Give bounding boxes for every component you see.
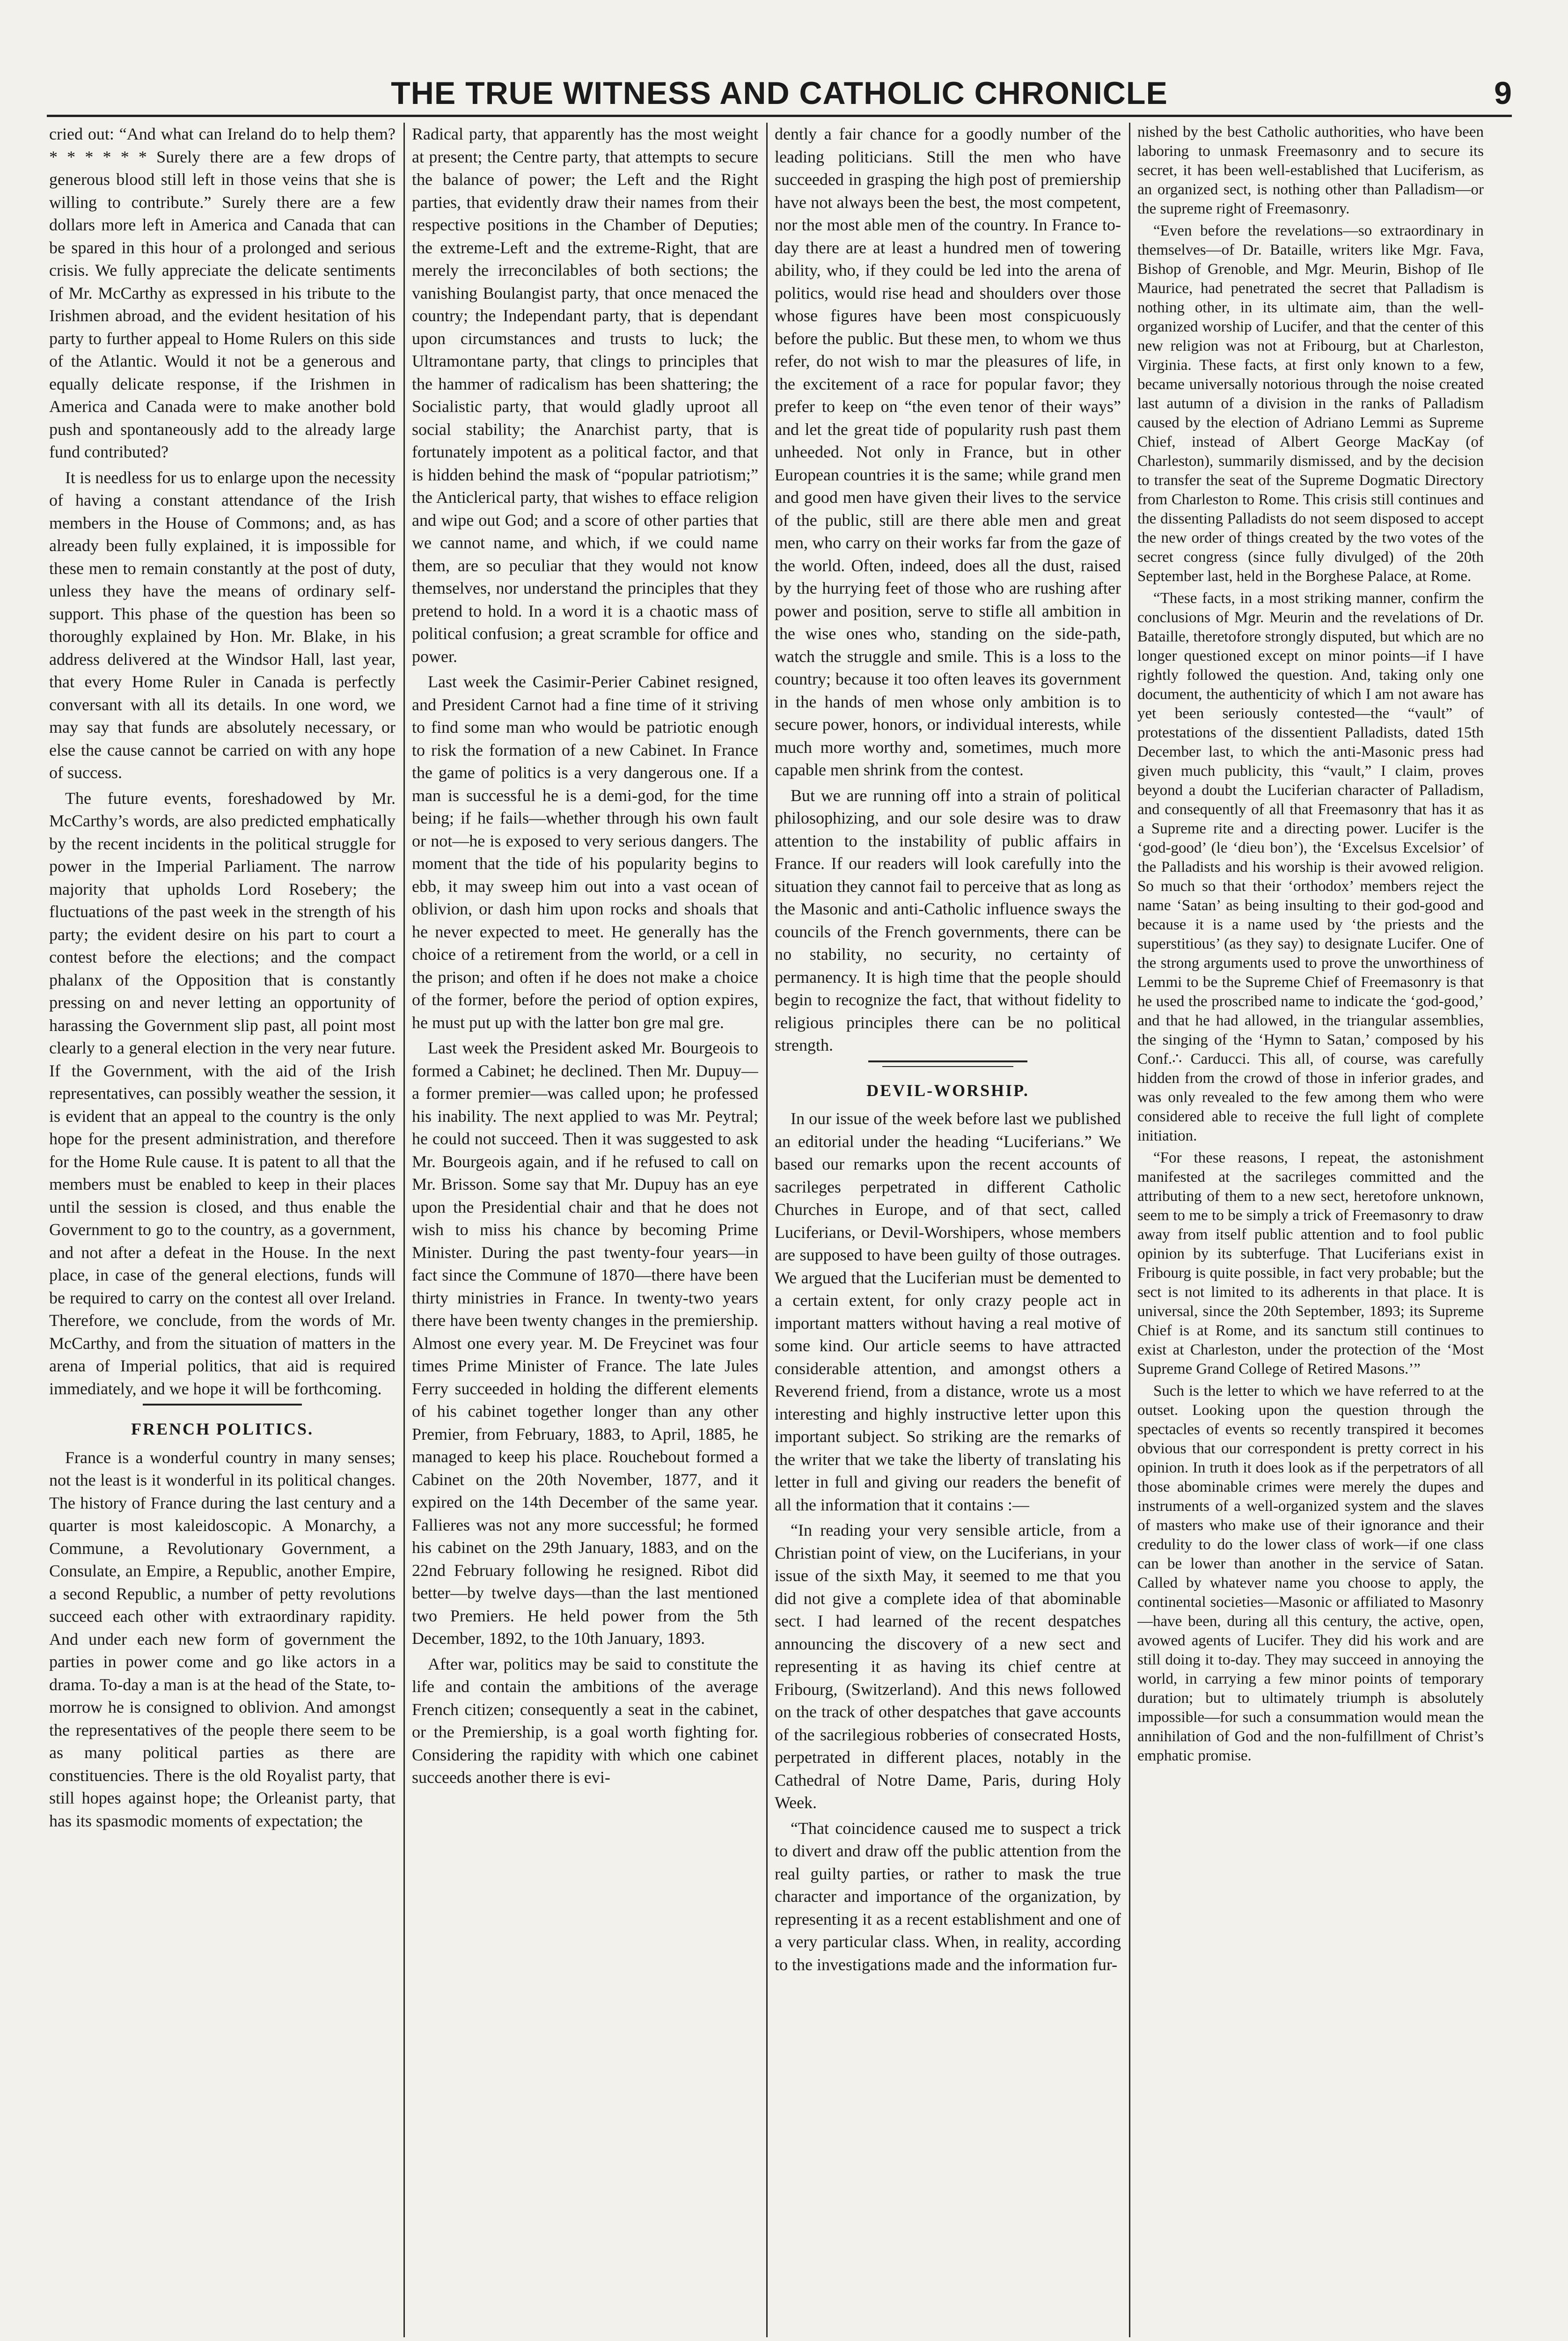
section-divider (143, 1404, 302, 1406)
col2-paragraph-3: Last week the President asked Mr. Bourgeois to formed a Cabinet; he declined. Then Mr. Dupuy—a former premier—was called upon; he professed his inability. The next applied to was Mr. Peytral; he could not succeed. Then it was suggested to ask Mr. Bourgeois again, and if he refused to call on Mr. Brisson. Some say that Mr. Dupuy has an eye upon the Presidential chair and that he does not wish to miss his chance by becoming Prime Minister. During the past twenty-four years—in fact since the Commune of 1870—there have been thirty ministries in France. In twenty-two years there have been twenty changes in the premiership. Almost one every year. M. De Freycinet was four times Prime Minister of France. The late Jules Ferry succeeded in holding the different elements of his cabinet together longer than any other Premier, from February, 1883, to April, 1885, he managed to keep his place. Rouchebout formed a Cabinet on the 20th November, 1877, and it expired on the 14th December of the same year. Fallieres was not any more successful; he formed his cabinet on the 29th January, 1883, and on the 22nd February following he resigned. Ribot did better—by twelve days—than the last mentioned two Premiers. He held power from the 5th December, 1892, to the 10th January, 1893. (412, 1038, 758, 1648)
col2-paragraph-1: Radical party, that apparently has the most weight at present; the Centre party, that attempts to secure the balance of power; the Left and the Right parties, that evidently draw their names from their respective positions in the Chamber of Deputies; the extreme-Left and the extreme-Right, that are merely the irreconcilables of both sections; the vanishing Boulangist party, that once menaced the country; the Independant party, that is dependant upon circumstances and trusts to luck; the Ultramontane party, that clings to principles that the hammer of radicalism has been shattering; the Socialistic party, that would gladly uproot all social stability; the Anarchist party, that is fortunately impotent as a political factor, and that is hidden behind the mask of “popular patriotism;” the Anticlerical party, that wishes to efface religion and wipe out God; and a score of other parties that we cannot name, and which, if we could name them, are so peculiar that they would not know themselves, nor understand the principles that they pretend to hold. In a word it is a chaotic mass of political confusion; a great scramble for office and power. (412, 125, 758, 666)
column-1 (49, 123, 396, 2337)
col1-paragraph-1: cried out: “And what can Ireland do to help them? * * * * * * Surely there are a few drops of generous blood still left in those veins that she is willing to contribute.” Surely there are a few dollars more left in America and Canada that can be spared in this hour of a prolonged and serious crisis. We fully appreciate the delicate sentiments of Mr. McCarthy as expressed in his tribute to the Irishmen abroad, and the evident hesitation of his party to further appeal to Home Rulers on this side of the Atlantic. Would it not be a generous and equally delicate response, if the Irishmen in America and Canada were to make another bold push and spontaneously add to the already large fund contributed? (49, 125, 396, 461)
col1-paragraph-4: France is a wonderful country in many senses; not the least is it wonderful in its political changes. The history of France during the last century and a quarter is most kaleidoscopic. A Monarchy, a Commune, a Revolutionary Government, a Consulate, an Empire, a Republic, another Empire, a second Republic, a number of petty revolutions succeed each other with extraordinary rapidity. And under each new form of government the parties in power come and go like actors in a drama. To-day a man is at the head of the State, to-morrow he is consigned to oblivion. And amongst the representatives of the people there seem to be as many political parties as there are constituencies. There is the old Royalist party, that still hopes against hope; the Orleanist party, that has its spasmodic moments of expectation; the (49, 1448, 396, 1830)
column-2 (412, 123, 758, 2337)
col1-paragraph-2: It is needless for us to enlarge upon the necessity of having a constant attendance of the Irish members in the House of Commons; and, as has already been fully explained, it is impossible for these men to remain constantly at the post of duty, unless they have the means of ordinary self-support. This phase of the question has been so thoroughly explained by Hon. Mr. Blake, in his address delivered at the Windsor Hall, last year, that every Home Ruler in Canada is perfectly conversant with all its details. In one word, we may say that funds are absolutely necessary, or else the cause cannot be carried on with any hope of success. (49, 468, 396, 782)
masthead-rule (47, 115, 1512, 117)
col4-paragraph-3: “These facts, in a most striking manner, confirm the conclusions of Mgr. Meurin and the revelations of Dr. Bataille, theretofore strongly disputed, but which are no longer questioned except on minor points—if I have rightly followed the question. And, taking only one document, the authenticity of which I am not aware has yet been seriously contested—the “vault” of protestations of the dissentient Palladists, dated 15th December last, to which the anti-Masonic press had given much publicity, this “vault,” I claim, proves beyond a doubt the Luciferian character of Palladism, and consequently of all that Freemasonry that has it as a Supreme rite and a directing power. Lucifer is the ‘god-good’ (le ‘dieu bon’), the ‘Excelsus Excelsior’ of the Palladists and his worship is their avowed religion. So much so that their ‘orthodox’ members reject the name ‘Satan’ as being insulting to their god-good and because it is a name used by ‘the priests and the superstitious’ (as they say) to designate Lucifer. One of the strong arguments used to prove the unworthiness of Lemmi to be the Supreme Chief of Freemasonry is that he used the proscribed name to indicate the ‘god-good,’ and that he had allowed, in the triangular assemblies, the singing of the ‘Hymn to Satan,’ composed by his Conf.∴ Carducci. This all, of course, was carefully hidden from the crowd of those in inferior grades, and was only revealed to the few among them who were considered able to receive the full light of complete initiation. (1137, 590, 1484, 1144)
page-number: 9 (1494, 75, 1512, 111)
column-rule-3 (1129, 123, 1130, 2337)
col2-paragraph-2: Last week the Casimir-Perier Cabinet resigned, and President Carnot had a fine time of it striving to find some man who would be patriotic enough to risk the formation of a new Cabinet. In France the game of politics is a very dangerous one. If a man is successful he is a demi-god, for the time being; if he fails—whether through his own fault or not—he is exposed to very serious dangers. The moment that the tide of his popularity begins to ebb, it may sweep him out into a vast ocean of oblivion, or dash him upon rocks and shoals that he never expected to meet. He generally has the choice of a retirement from the world, or a cell in the prison; and often if he does not make a choice of the former, before the period of option expires, he must put up with the latter bon gre mal gre. (412, 672, 758, 1032)
masthead (47, 75, 1512, 112)
column-3 (775, 123, 1121, 2337)
col3-paragraph-4: “In reading your very sensible article, from a Christian point of view, on the Luciferians, in your issue of the sixth May, it seemed to me that you did not give a complete idea of that abominable sect. I had learned of the recent despatches announcing the discovery of a new sect and representing it as having its chief centre at Fribourg, (Switzerland). And this news followed on the track of other despatches that gave accounts of the sacrilegious robberies of consecrated Hosts, perpetrated in different places, notably in the Cathedral of Notre Dame, Paris, during Holy Week. (775, 1521, 1121, 1812)
col2-paragraph-4: After war, politics may be said to constitute the life and contain the ambitions of the average French citizen; consequently a seat in the cabinet, or the Premiership, is a goal worth fighting for. Considering the rapidity with which one cabinet succeeds another there is evi- (412, 1654, 758, 1787)
section-divider-thin (882, 1066, 1013, 1067)
newspaper-title: THE TRUE WITNESS AND CATHOLIC CHRONICLE (391, 75, 1168, 111)
col3-paragraph-3: In our issue of the week before last we published an editorial under the heading “Luciferians.” We based our remarks upon the recent accounts of sacrileges perpetrated in different Catholic Churches in Europe, and of that sect, called Luciferians, or Devil-Worshipers, whose members are supposed to have been guilty of those outrages. We argued that the Luciferian must be demented to a certain extent, for only crazy people act in important matters without having a real motive of some kind. Our article seems to have attracted considerable attention, and amongst others a Reverend friend, from a distance, wrote us a most interesting and highly instructive letter upon this important subject. So striking are the remarks of the writer that we take the liberty of translating his letter in full and giving our readers the benefit of all the information that it contains :— (775, 1109, 1121, 1514)
col3-paragraph-5: “That coincidence caused me to suspect a trick to divert and draw off the public attention from the real guilty parties, or rather to mask the true character and importance of the organization, by representing it as a recent establishment and one of a very particular class. When, in reality, according to the investigations made and the information fur- (775, 1818, 1121, 1974)
devil-worship-heading: DEVIL-WORSHIP. (866, 1081, 1029, 1100)
column-rule-1 (403, 123, 405, 2337)
column-4 (1137, 123, 1484, 2337)
french-politics-heading: FRENCH POLITICS. (131, 1420, 314, 1438)
column-rule-2 (766, 123, 768, 2337)
col4-paragraph-2: “Even before the revelations—so extraordinary in themselves—of Dr. Bataille, writers like Mgr. Fava, Bishop of Grenoble, and Mgr. Meurin, Bishop of Ile Maurice, had penetrated the secret that Palladism is nothing other, in its ultimate aim, than the well-organized worship of Lucifer, and that the center of this new religion was not at Fribourg, but at Charleston, Virginia. These facts, at first only known to a few, became universally notorious through the noise created last autumn of a division in the ranks of Palladism caused by the election of Adriano Lemmi as Supreme Chief, instead of Albert George MacKay (of Charleston), summarily dismissed, and by the decision to transfer the seat of the Supreme Dogmatic Directory from Charleston to Rome. This crisis still continues and the dissenting Palladists do not seem disposed to accept the new order of things created by the two votes of the secret congress (since fully divulged) of the 20th September last, held in the Borghese Palace, at Rome. (1137, 222, 1484, 585)
col3-paragraph-1: dently a fair chance for a goodly number of the leading politicians. Still the men who have succeeded in grasping the high post of premiership have not always been the best, the most competent, nor the most able men of the country. In France to-day there are at least a hundred men of towering ability, who, if they could be led into the arena of politics, would rise head and shoulders over those whose figures have been most conspicuously before the public. But these men, to whom we thus refer, do not wish to mar the pleasures of life, in the excitement of a race for popular favor; they prefer to keep on “the even tenor of their ways” and let the great tide of popularity rush past them unheeded. Not only in France, but in other European countries it is the same; while grand men and good men have given their lives to the service of the public, still are there able men and great men, who carry on their works far from the gaze of the world. Often, indeed, does all the dust, raised by the hurrying feet of those who are rushing after power and position, serve to stifle all ambition in the wise ones who, standing on the side-path, watch the struggle and smile. This is a loss to the country; because it too often leaves its government in the hands of men whose only ambition is to secure power, honors, or individual interests, while much more worthy and, sometimes, much more capable men shrink from the contest. (775, 125, 1121, 779)
col1-paragraph-3: The future events, foreshadowed by Mr. McCarthy’s words, are also predicted emphatically by the recent incidents in the political struggle for power in the Imperial Parliament. The narrow majority that upholds Lord Rosebery; the fluctuations of the past week in the strength of his party; the evident desire on his part to court a contest before the elections; and the compact phalanx of the Opposition that is constantly pressing on and never letting an opportunity of harassing the Government slip past, all point most clearly to a general election in the very near future. If the Government, with the aid of the Irish representatives, can possibly weather the session, it is evident that an appeal to the country is the only hope for the present administration, and therefore for the Home Rule cause. It is patent to all that the members must be enabled to keep in their places until the session is closed, and thus enable the Government to go to the country, as a government, and not after a defeat in the House. In the next place, in case of the general elections, funds will be required to carry on the contest all over Ireland. Therefore, we conclude, from the words of Mr. McCarthy, and from the situation of matters in the arena of Imperial politics, that aid is required immediately, and we hope it will be forthcoming. (49, 788, 396, 1398)
col4-paragraph-4: “For these reasons, I repeat, the astonishment manifested at the sacrileges committed and the attributing of them to a new sect, heretofore unknown, seem to me to be simply a trick of Freemasonry to draw away from itself public attention and to fool public opinion by its subterfuge. That Luciferians exist in Fribourg is quite possible, in fact very probable; but the sect is not limited to its adherents in that place. It is universal, since the 20th September, 1893; its Supreme Chief is at Rome, and its sanctum still continues to exist at Charleston, under the protection of the ‘Most Supreme Grand College of Retired Masons.’” (1137, 1149, 1484, 1377)
col3-paragraph-2: But we are running off into a strain of political philosophizing, and our sole desire was to draw attention to the instability of public affairs in France. If our readers will look carefully into the situation they cannot fail to perceive that as long as the Masonic and anti-Catholic influence sways the councils of the French governments, there can be no stability, no security, no certainty of permanency. It is high time that the people should begin to recognize the fact, that without fidelity to religious principles there can be no political strength. (775, 786, 1121, 1054)
col4-paragraph-1: nished by the best Catholic authorities, who have been laboring to unmask Freemasonry and to secure its secret, it has been well-established that Luciferism, as an organized sect, is nothing other than Palladism—or the supreme right of Freemasonry. (1137, 124, 1484, 217)
section-divider (868, 1060, 1027, 1062)
col4-paragraph-5: Such is the letter to which we have referred to at the outset. Looking upon the question through the spectacles of events so recently transpired it becomes obvious that our correspondent is pretty correct in his opinion. In truth it does look as if the perpetrators of all those abominable crimes were merely the dupes and instruments of a well-organized system and the slaves of masters who make use of their ignorance and their credulity to do the lower class of work—if one class can be lower than another in the service of Satan. Called by whatever name you choose to apply, the continental societies—Masonic or affiliated to Masonry—have been, during all this century, the active, open, avowed agents of Lucifer. They did his work and are still doing it to-day. They may succeed in annoying the world, in carrying a few minor points of temporary duration; but to ultimately triumph is absolutely impossible—for such a consummation would mean the annihilation of God and the non-fulfillment of Christ’s emphatic promise. (1137, 1383, 1484, 1764)
